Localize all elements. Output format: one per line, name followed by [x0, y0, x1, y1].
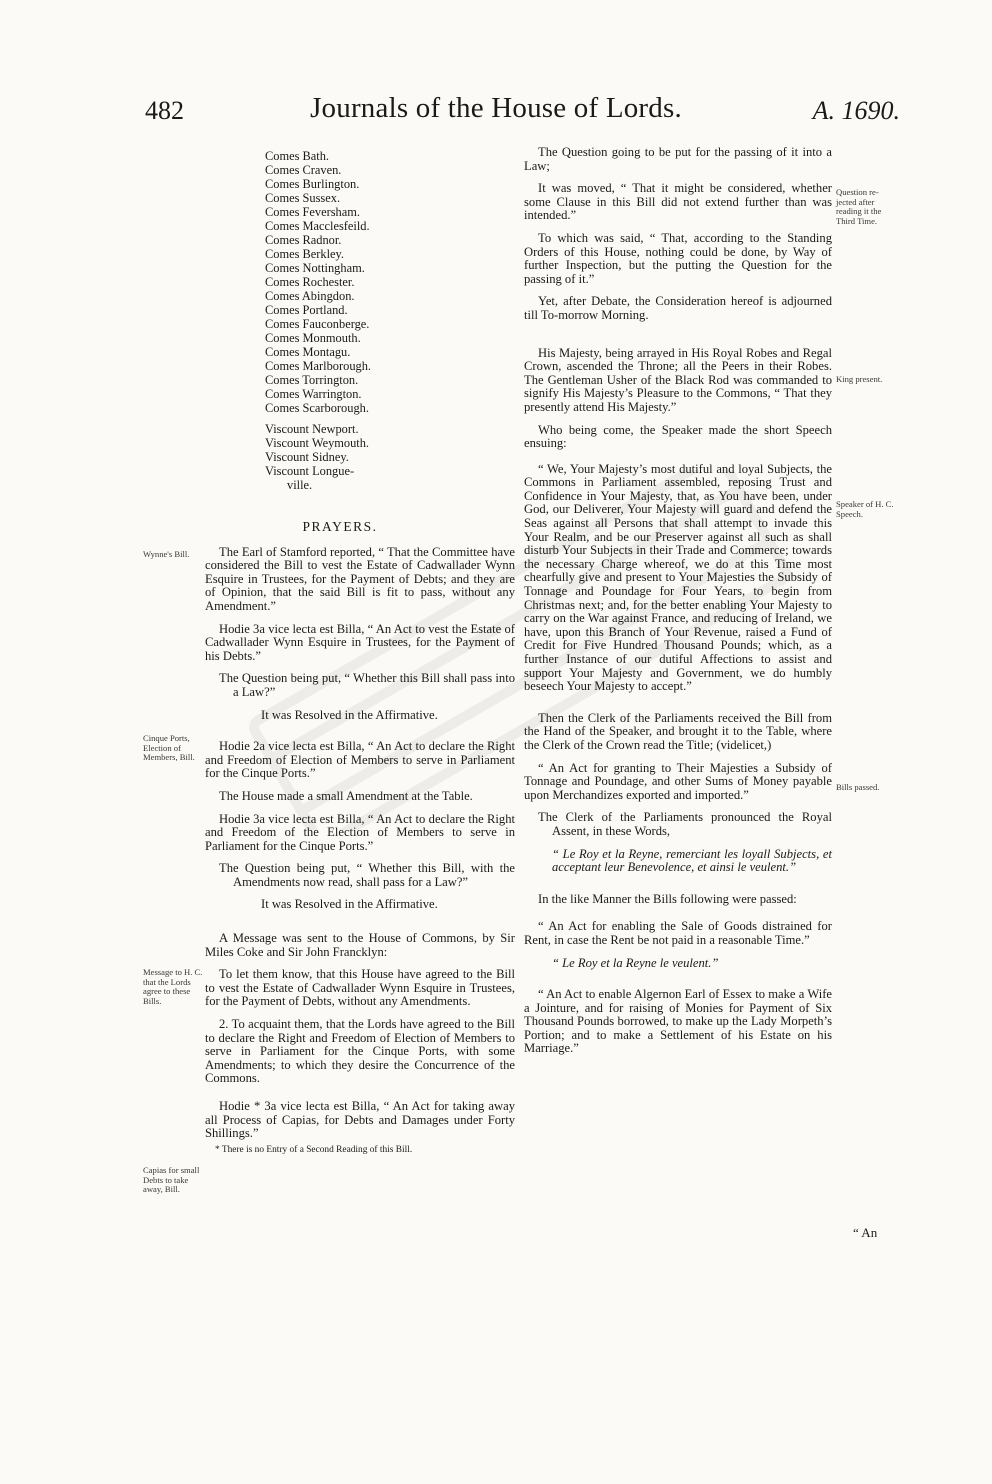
paragraph: A Message was sent to the House of Commons, by Sir Miles Coke and Sir John Francklyn:	[205, 931, 515, 959]
paragraph: The House made a small Amendment at the Table.	[219, 788, 473, 803]
list-item: Viscount Sidney.	[265, 450, 349, 464]
paragraph: To let them know, that this House have agreed to the Bill to vest the Estate of Cadwallader Wynn Esquire in Trustees, for the Payment of Debts, without any Amendments.	[205, 967, 515, 1009]
paragraph: The Earl of Stamford reported, “ That the Committee have considered the Bill to vest the Estate of Cadwallader Wynn Esquire in Trustees, for the Payment of Debts; and they are of Opinion, that the said Bill is fit to pass, without any Amendment.”	[205, 544, 515, 613]
list-item: Viscount Newport.	[265, 422, 359, 436]
margin-note-wynne: Wynne's Bill.	[143, 549, 190, 559]
paragraph: The Clerk of the Parliaments pronounced the Royal Assent, in these Words,	[538, 810, 832, 838]
list-item: Comes Fauconberge.	[265, 317, 370, 331]
list-item: Comes Macclesfeild.	[265, 219, 370, 233]
act-title: “ An Act for enabling the Sale of Goods distrained for Rent, in case the Rent be not paid in a reasonable Time.”	[524, 919, 832, 947]
year-label: A. 1690.	[812, 96, 900, 125]
act-title: “ An Act for granting to Their Majesties a Subsidy of Tonnage and Poundage, and other Sums of Money payable upon Merchandizes exported and imported.”	[524, 760, 832, 802]
list-item: Comes Torrington.	[265, 373, 359, 387]
list-item: Comes Marlborough.	[265, 359, 371, 373]
catchword: “ An	[853, 1225, 878, 1240]
paragraph: Yet, after Debate, the Consideration hereof is adjourned till To-morrow Morning.	[524, 294, 832, 322]
left-column	[205, 520, 515, 1156]
list-item: Comes Burlington.	[265, 177, 360, 191]
paragraph: The Question being put, “ Whether this Bill, with the Amendments now read, shall pass for a Law?”	[219, 861, 515, 889]
speech-text: “ We, Your Majesty’s most dutiful and loyal Subjects, the Commons in Parliament assembled, reposing Trust and Confidence in Your Majesty, that, as You have been, under God, our Deliverer, Your Majesty will guard and defend the Seas against all Persons that shall attempt to invade this Your Realm, and be our Preserver against all such as shall disturb Your Subjects in their Trade and Commerce; towards the necessary Charge whereof, we do at this Time most chearfully give and present to Your Majesties the Subsidy of Tonnage and Poundage for Four Years, to begin from Christmas next; and, for the better enabling Your Majesty to carry on the War against France, and reducing of Ireland, we have, upon this Branch of Your Revenue, raised a Fund of Credit for Five Hundred Thousand Pounds; which, as a further Instance of our dutiful Affections to assist and support Your Majesty and Government, we do humbly beseech Your Majesty to accept.”	[524, 461, 832, 694]
paragraph: His Majesty, being arrayed in His Royal Robes and Regal Crown, ascended the Throne; all the Peers in their Robes. The Gentleman Usher of the Black Rod was commanded to signify His Majesty’s Pleasure to the Commons, “ That they presently attend His Majesty.”	[524, 345, 832, 414]
margin-note-capias: Capias for small Debts to take away, Bill.	[143, 1165, 200, 1195]
margin-note-question: Question re-jected after reading it the Third Time.	[836, 187, 882, 226]
list-item: Viscount Weymouth.	[265, 436, 370, 450]
paragraph: Then the Clerk of the Parliaments received the Bill from the Hand of the Speaker, and brought it to the Table, where the Clerk of the Crown read the Title; (videlicet,)	[524, 710, 832, 752]
list-item: Comes Monmouth.	[265, 331, 361, 345]
paragraph: Hodie 3a vice lecta est Billa, “ An Act to vest the Estate of Cadwallader Wynn Esquire in Trustees, for the Payment of his Debts.”	[205, 621, 515, 663]
list-item: Comes Abingdon.	[265, 289, 355, 303]
paragraph: Hodie 2a vice lecta est Billa, “ An Act to declare the Right and Freedom of Election of Members to serve in Parliament for the Cinque Ports.”	[205, 739, 515, 781]
section-heading: PRAYERS.	[302, 519, 378, 534]
paragraph: 2. To acquaint them, that the Lords have agreed to the Bill to declare the Right and Freedom of Election of Members to serve in Parliament for the Cinque Ports, with some Amendments; to which they desire the Concurrence of the Commons.	[205, 1017, 515, 1086]
paragraph: To which was said, “ That, according to the Standing Orders of this House, nothing could be done, by Way of further Inspection, but the putting the Question for the passing of it.”	[524, 230, 832, 286]
list-item: Comes Scarborough.	[265, 401, 369, 415]
margin-note-king: King present.	[836, 374, 883, 384]
list-item: Viscount Longue-	[265, 464, 355, 478]
list-item: Comes Bath.	[265, 149, 330, 163]
margin-note-speaker: Speaker of H. C. Speech.	[836, 499, 894, 519]
list-item: Comes Feversham.	[265, 205, 360, 219]
royal-assent: “ Le Roy et la Reyne le veulent.”	[552, 955, 719, 970]
act-title: “ An Act to enable Algernon Earl of Essex to make a Wife a Jointure, and for raising of Monies for Payment of Six Thousand Pounds borrowed, to make up the Lady Morpeth’s Portion; and to make a Settlement of his Estate on his Marriage.”	[524, 987, 832, 1056]
list-item: ville.	[287, 478, 313, 492]
list-item: Comes Sussex.	[265, 191, 341, 205]
paragraph: In the like Manner the Bills following were passed:	[538, 891, 797, 906]
list-item: Comes Berkley.	[265, 247, 345, 261]
paragraph: Hodie * 3a vice lecta est Billa, “ An Act for taking away all Process of Capias, for Debts and Damages under Forty Shillings.”	[205, 1099, 515, 1141]
page-header	[0, 92, 992, 138]
paragraph: Who being come, the Speaker made the short Speech ensuing:	[524, 422, 832, 451]
list-item: Comes Montagu.	[265, 345, 351, 359]
footnote: * There is no Entry of a Second Reading of this Bill.	[215, 1144, 413, 1155]
page-number: 482	[145, 96, 184, 125]
paragraph: The Question being put, “ Whether this Bill shall pass into a Law?”	[219, 671, 515, 699]
margin-note-message: Message to H. C. that the Lords agree to these Bills.	[143, 967, 203, 1006]
paragraph: The Question going to be put for the passing of it into a Law;	[524, 145, 832, 173]
paragraph: It was moved, “ That it might be considered, whether some Clause in this Bill did not extend further than was intended.”	[524, 181, 832, 223]
margin-note-bills: Bills passed.	[836, 782, 880, 792]
paragraph: Hodie 3a vice lecta est Billa, “ An Act to declare the Right and Freedom of the Election of Members to serve in Parliament for the Cinque Ports.”	[205, 811, 515, 853]
journal-title: Journals of the House of Lords.	[310, 92, 682, 124]
list-item: Comes Rochester.	[265, 275, 355, 289]
right-column	[524, 146, 832, 1065]
list-item: Comes Portland.	[265, 303, 348, 317]
royal-assent: “ Le Roy et la Reyne, remerciant les loyall Subjects, et acceptant leur Benevolence, et ainsi le veulent.”	[552, 846, 832, 875]
list-item: Comes Craven.	[265, 163, 342, 177]
list-item: Comes Warrington.	[265, 387, 362, 401]
list-item: Comes Nottingham.	[265, 261, 365, 275]
margin-note-cinque-ports: Cinque Ports, Election of Members, Bill.	[143, 733, 195, 763]
paragraph: It was Resolved in the Affirmative.	[261, 897, 438, 912]
list-item: Comes Radnor.	[265, 233, 342, 247]
paragraph: It was Resolved in the Affirmative.	[261, 707, 438, 722]
